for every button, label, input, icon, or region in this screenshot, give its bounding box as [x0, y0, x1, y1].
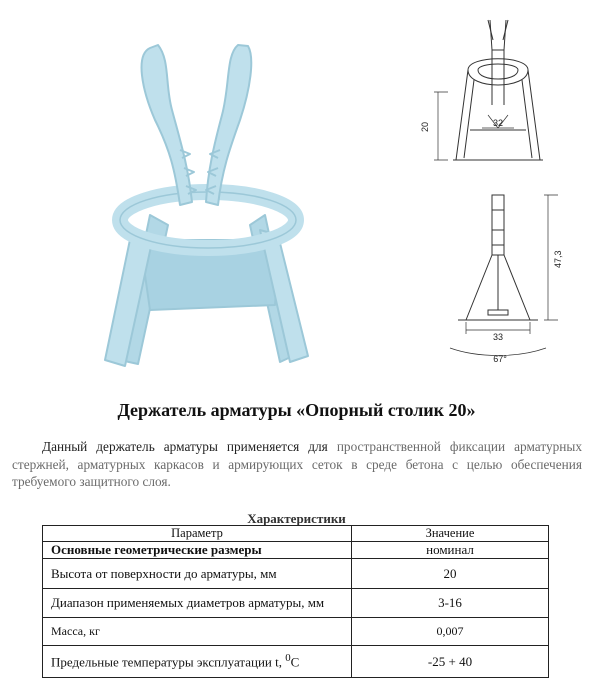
row-param-sup: 0 — [285, 652, 291, 665]
description-part2: пространственной фиксации арматурных стержней, арматурных каркасов и армирующих сеток в среде бетона с целью обеспечения требуемого защитного слоя. — [12, 439, 582, 489]
table-row — [43, 559, 549, 589]
row-value: -25 + 40 — [352, 646, 549, 678]
row-value: 20 — [352, 559, 549, 589]
table-row — [43, 589, 549, 618]
table-row — [43, 618, 549, 646]
technical-drawing-top — [408, 10, 583, 175]
header-param: Параметр — [43, 526, 352, 542]
row-param-unit: С — [290, 654, 300, 670]
description-part1: Данный держатель арматуры применяется для — [42, 439, 337, 454]
table-row — [43, 542, 549, 559]
table-caption: Характеристики — [247, 511, 346, 526]
header-value: Значение — [352, 526, 549, 542]
row-param: Диапазон применяемых диаметров арматуры, мм — [43, 589, 352, 618]
row-param-text: Предельные температуры эксплуатации t, — [51, 654, 286, 670]
row-param: Масса, кг — [43, 618, 352, 646]
row-value: 0,007 — [352, 618, 549, 646]
row-param: Основные геометрические размеры — [43, 542, 352, 559]
technical-drawing-side — [408, 190, 583, 365]
dim-side-height: 47,3 — [553, 250, 563, 268]
row-param — [43, 646, 352, 678]
row-value: 3-16 — [352, 589, 549, 618]
document-title: Держатель арматуры «Опорный столик 20» — [117, 400, 476, 420]
dim-side-base: 33 — [492, 332, 504, 342]
description-paragraph — [12, 438, 582, 491]
row-value: номинал — [352, 542, 549, 559]
table-row — [43, 646, 549, 678]
row-param: Высота от поверхности до арматуры, мм — [43, 559, 352, 589]
dim-top-gap: 32 — [492, 118, 504, 128]
specs-table — [42, 525, 549, 678]
dim-side-angle: 67° — [493, 354, 507, 364]
product-photo — [80, 30, 340, 375]
dim-top-height: 20 — [420, 121, 430, 132]
table-header-row — [43, 526, 549, 542]
